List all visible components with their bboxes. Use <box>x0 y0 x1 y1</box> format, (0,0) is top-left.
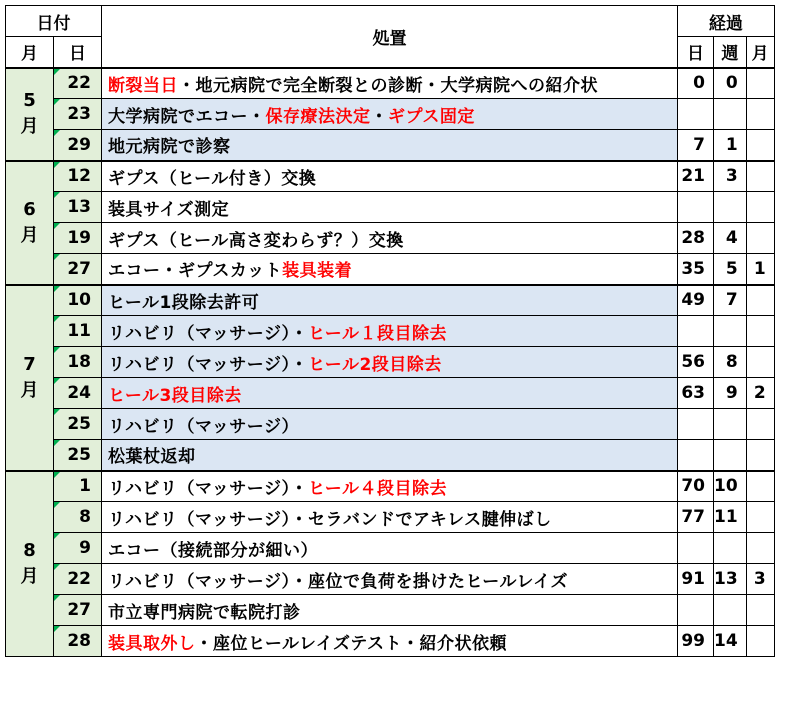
day-cell: 10 <box>54 285 102 316</box>
treatment-text: リハビリ（マッサージ）・座位で負荷を掛けたヒールレイズ <box>108 571 569 592</box>
header-elapsed: 経過 <box>678 6 775 37</box>
treatment-text: リハビリ（マッサージ）・セラバンドでアキレス腱伸ばし <box>108 509 552 530</box>
elapsed-week-cell: 8 <box>714 347 747 378</box>
header-month: 月 <box>6 37 54 68</box>
elapsed-day-cell: 28 <box>678 223 714 254</box>
treatment-text: 市立専門病院で転院打診 <box>108 602 301 623</box>
elapsed-month-cell: 3 <box>746 564 774 595</box>
elapsed-month-cell <box>746 347 774 378</box>
day-cell: 19 <box>54 223 102 254</box>
table-row <box>6 99 775 130</box>
elapsed-month-cell <box>746 316 774 347</box>
table-row <box>6 130 775 161</box>
table-row <box>6 440 775 471</box>
elapsed-week-cell: 14 <box>714 626 747 657</box>
elapsed-day-cell <box>678 595 714 626</box>
day-cell: 1 <box>54 471 102 502</box>
elapsed-week-cell: 7 <box>714 285 747 316</box>
elapsed-week-cell <box>714 192 747 223</box>
table-row <box>6 161 775 192</box>
highlight-text: ヒール3段目除去 <box>108 385 242 406</box>
month-char: 月 <box>20 379 39 401</box>
table-row <box>6 564 775 595</box>
elapsed-day-cell <box>678 440 714 471</box>
treatment-cell <box>102 316 678 347</box>
treatment-cell <box>102 99 678 130</box>
elapsed-month-cell <box>746 99 774 130</box>
table-row <box>6 595 775 626</box>
treatment-text: リハビリ（マッサージ）・ <box>108 323 308 344</box>
treatment-text: ・座位ヒールレイズテスト・紹介状依頼 <box>195 633 508 654</box>
month-cell <box>6 285 54 471</box>
treatment-text: リハビリ（マッサージ）・ <box>108 354 308 375</box>
highlight-text: 装具装着 <box>282 261 353 282</box>
treatment-cell <box>102 440 678 471</box>
month-number: 6 <box>23 198 36 220</box>
treatment-text: ・地元病院で完全断裂との診断・大学病院への紹介状 <box>178 75 598 96</box>
elapsed-day-cell <box>678 99 714 130</box>
day-cell: 23 <box>54 99 102 130</box>
table-row <box>6 192 775 223</box>
day-cell: 8 <box>54 502 102 533</box>
treatment-text: 松葉杖返却 <box>108 447 196 468</box>
elapsed-month-cell: 2 <box>746 378 774 409</box>
day-cell: 18 <box>54 347 102 378</box>
header-date: 日付 <box>6 6 102 37</box>
highlight-text: 断裂当日 <box>108 75 178 96</box>
treatment-cell <box>102 502 678 533</box>
day-cell: 25 <box>54 409 102 440</box>
elapsed-day-cell: 35 <box>678 254 714 285</box>
elapsed-month-cell <box>746 161 774 192</box>
elapsed-day-cell: 7 <box>678 130 714 161</box>
elapsed-month-cell <box>746 502 774 533</box>
elapsed-week-cell <box>714 99 747 130</box>
table-row <box>6 316 775 347</box>
table-row <box>6 409 775 440</box>
month-number: 8 <box>23 539 36 561</box>
month-cell <box>6 161 54 285</box>
month-char: 月 <box>20 116 39 137</box>
treatment-text: ギプス（ヒール付き）交換 <box>108 168 317 189</box>
elapsed-day-cell <box>678 316 714 347</box>
treatment-text: ギプス（ヒール高さ変わらず？）交換 <box>108 230 404 251</box>
day-cell: 22 <box>54 68 102 99</box>
treatment-cell <box>102 223 678 254</box>
day-cell: 11 <box>54 316 102 347</box>
treatment-cell <box>102 471 678 502</box>
treatment-cell <box>102 533 678 564</box>
highlight-text: ヒール４段目除去 <box>307 478 447 499</box>
month-char: 月 <box>20 565 39 587</box>
elapsed-day-cell: 91 <box>678 564 714 595</box>
elapsed-day-cell <box>678 409 714 440</box>
month-number: 7 <box>23 353 36 375</box>
elapsed-week-cell: 5 <box>714 254 747 285</box>
elapsed-month-cell <box>746 626 774 657</box>
elapsed-week-cell <box>714 440 747 471</box>
highlight-text: ヒール１段目除去 <box>307 323 447 344</box>
elapsed-week-cell: 4 <box>714 223 747 254</box>
header-elapsed-month: 月 <box>746 37 774 68</box>
treatment-text: ヒール1段除去許可 <box>108 292 260 313</box>
day-cell: 13 <box>54 192 102 223</box>
elapsed-week-cell: 10 <box>714 471 747 502</box>
treatment-text: 地元病院で診察 <box>108 137 231 158</box>
treatment-cell <box>102 378 678 409</box>
table-row <box>6 68 775 99</box>
treatment-cell <box>102 595 678 626</box>
highlight-text: 保存療法決定 <box>265 106 371 127</box>
elapsed-day-cell: 77 <box>678 502 714 533</box>
table-row <box>6 347 775 378</box>
elapsed-month-cell <box>746 440 774 471</box>
treatment-cell <box>102 192 678 223</box>
elapsed-month-cell <box>746 595 774 626</box>
elapsed-week-cell: 13 <box>714 564 747 595</box>
treatment-cell <box>102 285 678 316</box>
treatment-cell <box>102 564 678 595</box>
treatment-cell <box>102 161 678 192</box>
day-cell: 27 <box>54 254 102 285</box>
elapsed-day-cell <box>678 533 714 564</box>
elapsed-day-cell: 63 <box>678 378 714 409</box>
elapsed-month-cell <box>746 223 774 254</box>
elapsed-month-cell <box>746 409 774 440</box>
elapsed-week-cell: 1 <box>714 130 747 161</box>
day-cell: 28 <box>54 626 102 657</box>
day-cell: 29 <box>54 130 102 161</box>
elapsed-day-cell: 99 <box>678 626 714 657</box>
elapsed-day-cell: 56 <box>678 347 714 378</box>
elapsed-day-cell: 49 <box>678 285 714 316</box>
elapsed-week-cell: 11 <box>714 502 747 533</box>
elapsed-week-cell <box>714 316 747 347</box>
elapsed-week-cell <box>714 595 747 626</box>
month-char: 月 <box>20 224 39 246</box>
treatment-cell <box>102 68 678 99</box>
highlight-text: ギプス固定 <box>388 106 475 127</box>
table-body <box>6 68 775 657</box>
header-treatment: 処置 <box>102 6 678 68</box>
day-cell: 12 <box>54 161 102 192</box>
month-cell <box>6 68 54 161</box>
day-cell: 24 <box>54 378 102 409</box>
elapsed-month-cell <box>746 471 774 502</box>
elapsed-week-cell: 9 <box>714 378 747 409</box>
treatment-text: エコー（接続部分が細い） <box>108 540 318 561</box>
treatment-text: リハビリ（マッサージ） <box>108 416 299 437</box>
elapsed-week-cell: 0 <box>714 68 747 99</box>
treatment-cell <box>102 130 678 161</box>
highlight-text: ヒール2段目除去 <box>307 354 442 375</box>
table-row <box>6 223 775 254</box>
day-cell: 22 <box>54 564 102 595</box>
elapsed-week-cell: 3 <box>714 161 747 192</box>
elapsed-day-cell: 0 <box>678 68 714 99</box>
treatment-cell <box>102 626 678 657</box>
elapsed-day-cell: 21 <box>678 161 714 192</box>
elapsed-month-cell <box>746 533 774 564</box>
month-number: 5 <box>23 90 36 111</box>
treatment-text: リハビリ（マッサージ）・ <box>108 478 308 499</box>
header-elapsed-week: 週 <box>714 37 747 68</box>
elapsed-day-cell <box>678 192 714 223</box>
table-row <box>6 471 775 502</box>
elapsed-month-cell <box>746 285 774 316</box>
highlight-text: 装具取外し <box>108 633 196 654</box>
treatment-cell <box>102 347 678 378</box>
table-row <box>6 378 775 409</box>
header-day: 日 <box>54 37 102 68</box>
treatment-text: ・ <box>370 106 388 127</box>
treatment-text: 大学病院でエコー・ <box>108 106 266 127</box>
month-cell <box>6 471 54 657</box>
elapsed-month-cell <box>746 130 774 161</box>
day-cell: 9 <box>54 533 102 564</box>
treatment-text: 装具サイズ測定 <box>108 199 230 220</box>
elapsed-month-cell: 1 <box>746 254 774 285</box>
table-row <box>6 626 775 657</box>
elapsed-week-cell <box>714 409 747 440</box>
treatment-cell <box>102 254 678 285</box>
elapsed-day-cell: 70 <box>678 471 714 502</box>
table-row <box>6 254 775 285</box>
table-row <box>6 502 775 533</box>
day-cell: 25 <box>54 440 102 471</box>
treatment-cell <box>102 409 678 440</box>
treatment-log-table <box>5 5 775 657</box>
table-row <box>6 285 775 316</box>
elapsed-week-cell <box>714 533 747 564</box>
elapsed-month-cell <box>746 68 774 99</box>
elapsed-month-cell <box>746 192 774 223</box>
treatment-text: エコー・ギプスカット <box>108 261 283 282</box>
day-cell: 27 <box>54 595 102 626</box>
table-row <box>6 533 775 564</box>
header-elapsed-day: 日 <box>678 37 714 68</box>
